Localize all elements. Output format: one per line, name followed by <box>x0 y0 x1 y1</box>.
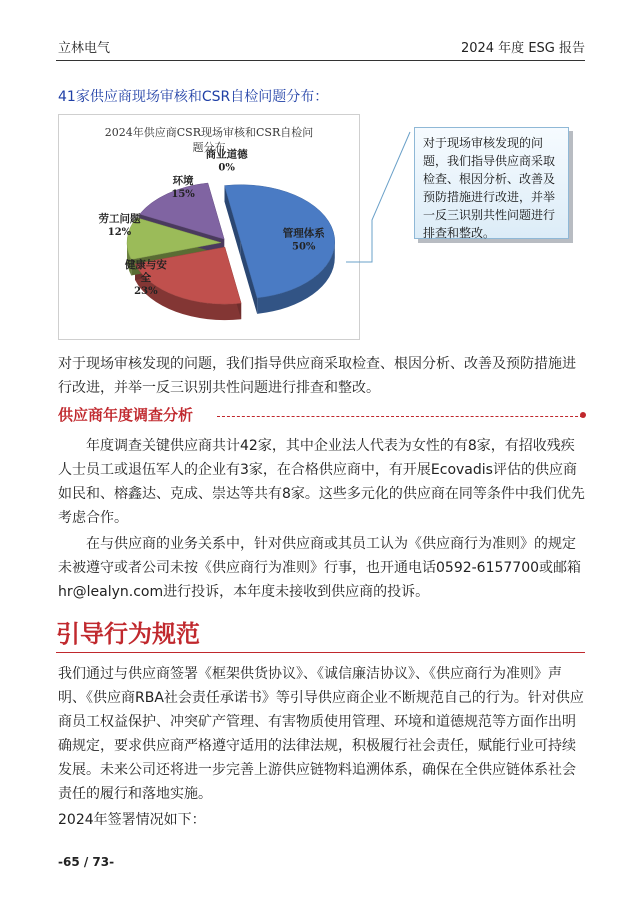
pie-slice-percent: 23% <box>134 285 158 297</box>
pie-slice-label: 管理体系 <box>282 227 325 240</box>
subheading-dashed-rule <box>217 416 583 417</box>
chart-intro: 41家供应商现场审核和CSR自检问题分布： <box>58 89 329 105</box>
section-rule <box>56 652 585 653</box>
pie-slice-label: 劳工问题 <box>98 213 141 226</box>
pie-slice-percent: 12% <box>107 227 132 239</box>
chart-title <box>59 125 359 155</box>
header-report-title: 2024 年度 ESG 报告 <box>460 41 585 56</box>
header-company: 立林电气 <box>58 41 111 56</box>
chart-title-line2: 题分布 <box>192 141 226 154</box>
pie-slice-percent: 0% <box>218 162 235 174</box>
paragraph-survey-analysis: 年度调查关键供应商共计42家，其中企业法人代表为女性的有8家，有招收残疾人士员工或退伍军人的企业有3家，在合格供应商中，有开展Ecovadis评估的供应商如民和、榕鑫达、克成、崇达等共有8家。这些多元化的供应商在同等条件中我们优先考虑合作。 <box>58 438 585 526</box>
pie-slice-label: 商业道德 <box>205 148 248 161</box>
chart-title-line1: 2024年供应商CSR现场审核和CSR自检问 <box>104 126 314 139</box>
pie-slice-percent: 50% <box>292 241 316 253</box>
subheading-supplier-survey: 供应商年度调查分析 <box>58 406 194 424</box>
pie-slice-label: 环境 <box>172 175 194 188</box>
subheading-end-dot <box>580 412 586 418</box>
paragraph-signing-status: 2024年签署情况如下： <box>58 812 206 828</box>
paragraph-audit-followup: 对于现场审核发现的问题，我们指导供应商采取检查、根因分析、改善及预防措施进行改进，并举一反三识别共性问题进行排查和整改。 <box>58 356 576 396</box>
pie-slice-label: 全 <box>140 271 152 284</box>
page-number: -65 / 73- <box>58 855 115 869</box>
pie-slice-percent: 15% <box>171 189 195 201</box>
pie-chart <box>58 114 360 340</box>
section-title-conduct: 引导行为规范 <box>56 620 200 648</box>
paragraph-conduct-guidance: 我们通过与供应商签署《框架供货协议》、《诚信廉洁协议》、《供应商行为准则》声明、《供应商RBA社会责任承诺书》等引导供应商企业不断规范自己的行为。针对供应商员工权益保护、冲突矿产管理、有害物质使用管理、环境和道德规范等方面作出明确规定，要求供应商严格遵守适用的法律法规，积极履行社会责任，赋能行业可持续发展。未来公司还将进一步完善上游供应链物料追溯体系，确保在全供应链体系社会责任的履行和落地实施。 <box>58 666 584 802</box>
chart-callout: 对于现场审核发现的问题，我们指导供应商采取检查、根因分析、改善及预防措施进行改进，并举一反三识别共性问题进行排查和整改。 <box>414 127 569 239</box>
paragraph-complaint-channel: 在与供应商的业务关系中，针对供应商或其员工认为《供应商行为准则》的规定未被遵守或者公司未按《供应商行为准则》行事，也开通电话0592-6157700或邮箱hr@lealyn.com进行投诉，本年度未接收到供应商的投诉。 <box>58 536 582 600</box>
pie-slice-label: 健康与安 <box>124 258 167 271</box>
header-rule <box>56 60 585 61</box>
